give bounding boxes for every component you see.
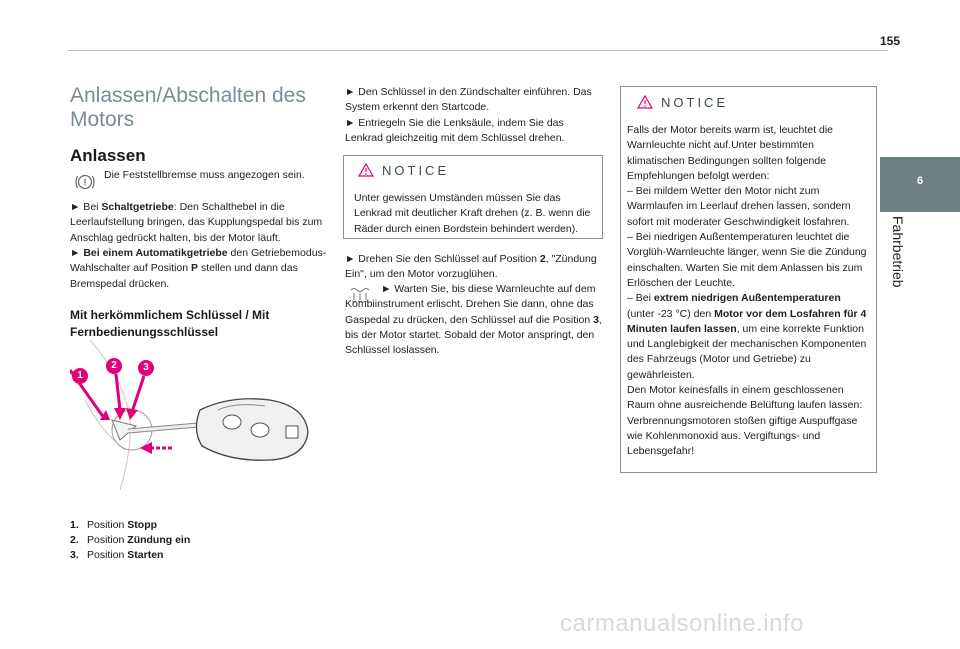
step-manual-gearbox: ► Bei Schaltgetriebe: Den Schalthebel in die Leerlaufstellung bringen, das Kupplungspedal bis zum Anschlag gedrückt halten, bis der Motor läuft. <box>70 201 323 244</box>
legend-item: 3. Position Starten <box>70 549 164 561</box>
parking-brake-note: Die Feststellbremse muss angezogen sein. <box>104 169 305 181</box>
marker-2: 2 <box>106 358 122 374</box>
parking-brake-icon <box>74 172 96 197</box>
legend-item: 1. Position Stopp <box>70 519 158 531</box>
watermark: carmanualsonline.info <box>560 610 804 637</box>
step-insert-key: ► Den Schlüssel in den Zündschalter einführen. Das System erkennt den Startcode. <box>345 86 592 114</box>
key-subheading: Mit herkömmlichem Schlüssel / Mit Fernbedienungsschlüssel <box>70 308 270 339</box>
warning-triangle-icon <box>637 95 653 114</box>
step-unlock-steering: ► Entriegeln Sie die Lenksäule, indem Sie das Lenkrad gleichzeitig mit dem Schlüssel drehen. <box>345 117 565 145</box>
legend <box>70 518 190 563</box>
header-rule <box>68 50 888 51</box>
page-number: 155 <box>879 34 900 48</box>
page-title: Anlassen/Abschalten des Motors <box>70 84 306 131</box>
step-wait-lamp-start: ► Warten Sie, bis diese Warnleuchte auf dem Kombiinstrument erlischt. Drehen Sie dann, ohne das Gaspedal zu drücken, den Schlüssel auf die Position 3, bis der Motor startet. Sobald der Motor anspringt, den Schlüssel loslassen. <box>345 283 602 357</box>
step-automatic-gearbox: ► Bei einem Automatikgetriebe den Getriebemodus-Wahlschalter auf Position P stellen und dann das Bremspedal drücken. <box>70 247 327 290</box>
notice-box-steering <box>343 155 603 239</box>
notice-paragraph: – Bei extrem niedrigen Außentemperaturen (unter -23 °C) den Motor vor dem Losfahren für 4 Minuten laufen lassen, um eine korrekte Funktion und Langlebigkeit der mechanischen Komponenten des Fahrzeugs (Motor und Getriebe) zu gewährleisten. <box>627 292 867 381</box>
notice-title: NOTICE <box>382 163 450 178</box>
chapter-title: Fahrbetrieb <box>890 216 906 288</box>
notice-body <box>627 123 871 460</box>
notice-paragraph: Falls der Motor bereits warm ist, leuchtet die Warnleuchte nicht auf.Unter bestimmten klimatischen Bedingungen sollten folgende Empfehlungen befolgt werden: <box>627 124 833 182</box>
warning-triangle-icon <box>358 163 374 182</box>
section-heading: Anlassen <box>70 146 146 165</box>
notice-paragraph: Den Motor keinesfalls in einem geschlossenen Raum ohne ausreichende Belüftung laufen lassen: Verbrennungsmotoren stoßen giftige Auspuffgase wie Kohlenmonoxid aus. Vergiftungs- und Lebensgefahr! <box>627 384 863 458</box>
notice-paragraph: – Bei mildem Wetter den Motor nicht zum Warmlaufen im Leerlauf drehen lassen, sondern sofort mit moderater Geschwindigkeit losfahren. <box>627 185 851 228</box>
chapter-number: 6 <box>916 175 924 187</box>
notice-title: NOTICE <box>661 95 729 110</box>
notice-text: Unter gewissen Umständen müssen Sie das Lenkrad mit deutlicher Kraft drehen (z. B. wenn die Räder durch einen Bordstein behindert werden). <box>354 192 591 235</box>
svg-text:!: ! <box>83 177 87 188</box>
step-preheat: ► Drehen Sie den Schlüssel auf Position 2, "Zündung Ein", um den Motor vorzuglühen. <box>345 253 597 281</box>
marker-1: 1 <box>72 368 88 384</box>
legend-item: 2. Position Zündung ein <box>70 534 191 546</box>
notice-paragraph: – Bei niedrigen Außentemperaturen leuchtet die Vorglüh-Warnleuchte länger, wenn Sie die Zündung einschalten. Warten Sie mit dem Anlassen bis zum Erlöschen der Leuchte. <box>627 231 867 289</box>
marker-3: 3 <box>138 360 154 376</box>
notice-box-cold-start <box>620 86 877 473</box>
